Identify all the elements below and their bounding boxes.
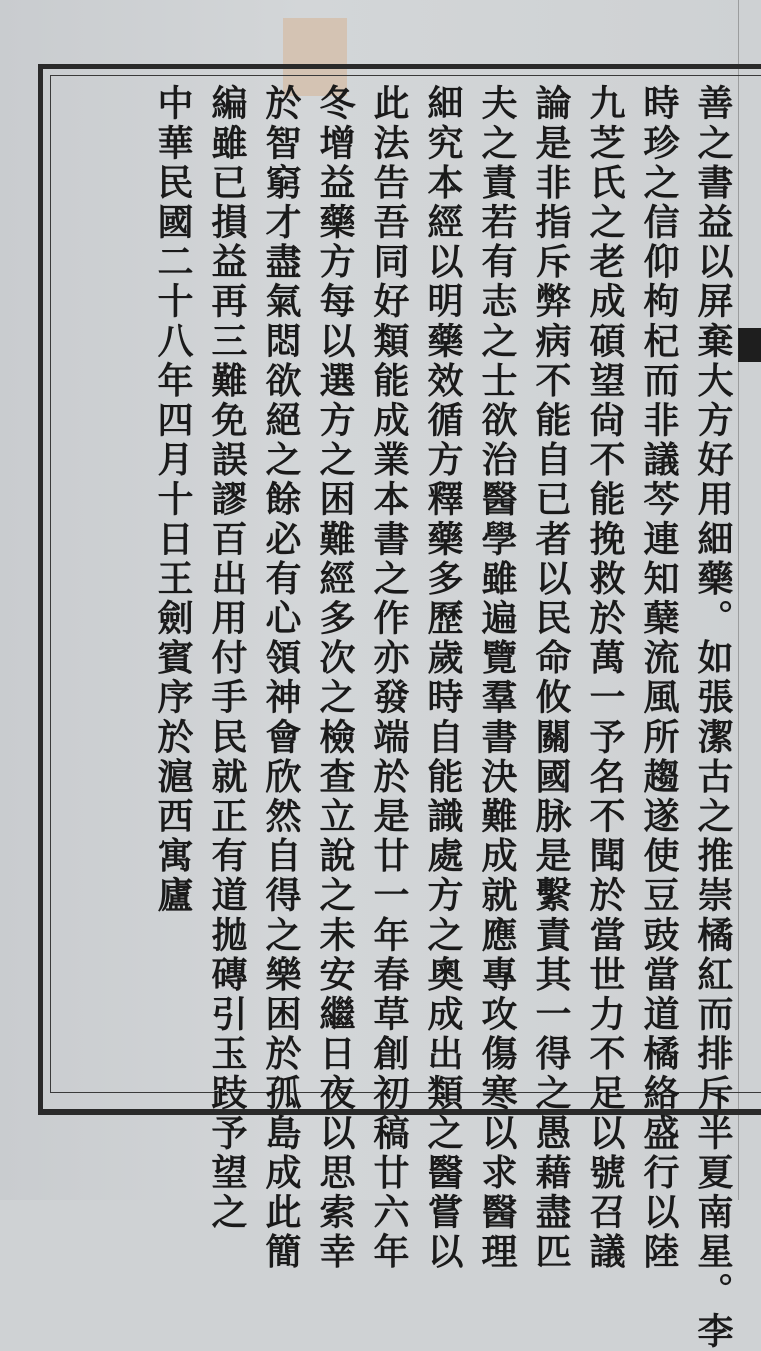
text-column-4: 論是非指斥弊病不能自已者以民命攸關國脉是繫責其一得之愚藉盡匹 xyxy=(530,84,572,1272)
text-column-6: 細究本經以明藥效循方釋藥多歷歲時自能識處方之奧成出類之醫嘗以 xyxy=(422,84,464,1272)
text-column-7: 此法告吾同好類能成業本書之作亦發端於是廿一年春草創初稿廿六年 xyxy=(368,84,410,1272)
text-column-9: 於智窮才盡氣悶欲絕之餘必有心領神會欣然自得之樂困於孤島成此簡 xyxy=(260,84,302,1272)
text-column-1: 善之書益以屏棄大方好用細藥。如張潔古之推崇橘紅而排斥半夏南星。李 xyxy=(692,84,734,1351)
text-column-2: 時珍之信仰枸杞而非議芩連知蘖流風所趨遂使豆豉當道橘絡盛行以陸 xyxy=(638,84,680,1272)
preface-text xyxy=(108,84,740,1351)
text-column-3: 九芝氏之老成碩望尙不能挽救於萬一予名不聞於當世力不足以號召議 xyxy=(584,84,626,1272)
text-column-8: 冬增益藥方每以選方之困難經多次之檢查立說之未安繼日夜以思索幸 xyxy=(314,84,356,1272)
text-column-10: 編雖已損益再三難免誤謬百出用付手民就正有道拋磚引玉跂予望之 xyxy=(206,84,248,1233)
fold-marker xyxy=(738,328,761,362)
preface-signature-date: 中華民國二十八年四月十日王劍賓序於滬西寓廬 xyxy=(152,84,194,916)
text-column-5: 夫之責若有志之士欲治醫學雖遍覽羣書決難成就應專攻傷寒以求醫理 xyxy=(476,84,518,1272)
